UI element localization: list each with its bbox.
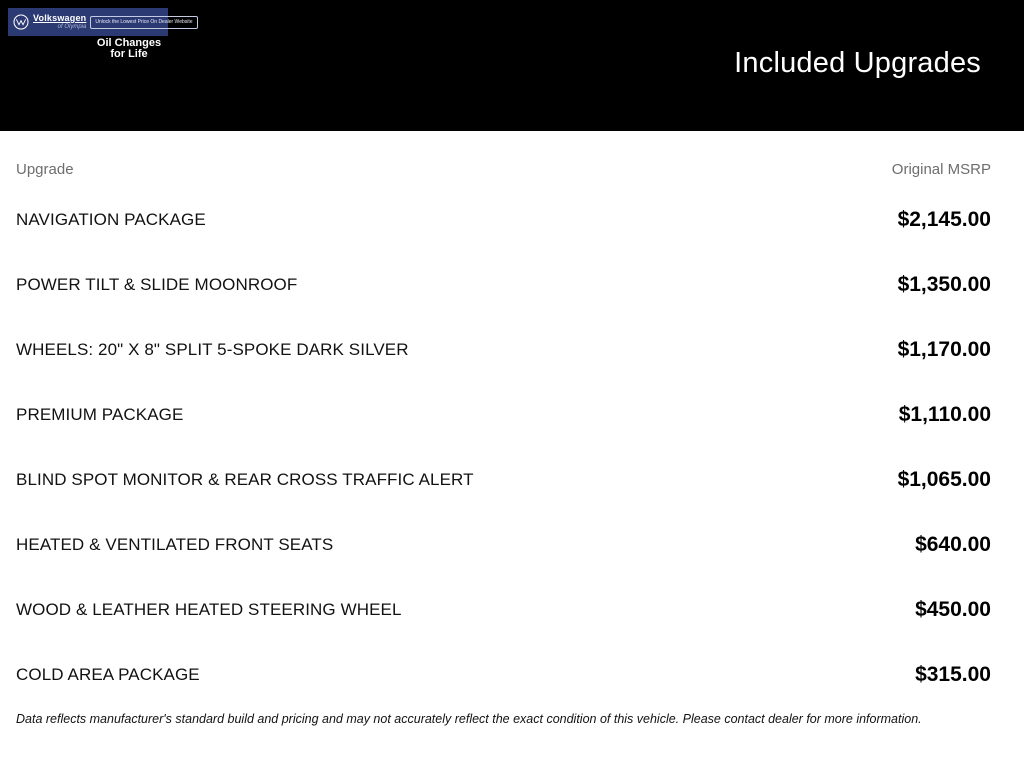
upgrade-label: WOOD & LEATHER HEATED STEERING WHEEL: [16, 599, 402, 619]
upgrade-label: PREMIUM PACKAGE: [16, 404, 184, 424]
tagline-line-1: Oil Changes: [96, 37, 162, 49]
table-row: [16, 187, 991, 252]
upgrade-price: $315.00: [915, 662, 991, 686]
brand-block: [33, 14, 86, 30]
upgrade-label: WHEELS: 20" X 8" SPLIT 5-SPOKE DARK SILVER: [16, 339, 409, 359]
dealer-logo-banner: [8, 8, 193, 36]
brand-name: Volkswagen: [33, 13, 87, 23]
upgrade-price: $1,350.00: [897, 272, 991, 296]
vw-roundel-icon: [13, 14, 29, 30]
table-row: [16, 577, 991, 642]
upgrade-price: $1,110.00: [898, 402, 991, 426]
upgrade-price: $640.00: [915, 532, 991, 556]
header: [0, 0, 1024, 131]
table-header-row: [16, 131, 991, 178]
upgrade-label: POWER TILT & SLIDE MOONROOF: [16, 274, 298, 294]
table-row: [16, 382, 991, 447]
upgrade-price: $2,145.00: [897, 207, 991, 231]
table-row: [16, 252, 991, 317]
upgrade-label: BLIND SPOT MONITOR & REAR CROSS TRAFFIC ALERT: [16, 469, 474, 489]
dealer-logo[interactable]: [8, 8, 193, 60]
upgrade-label: HEATED & VENTILATED FRONT SEATS: [16, 534, 334, 554]
column-header-original-msrp: Original MSRP: [891, 161, 991, 178]
unlock-price-button[interactable]: Unlock the Lowest Price On Dealer Website: [90, 16, 197, 29]
table-row: [16, 447, 991, 512]
upgrade-label: NAVIGATION PACKAGE: [16, 209, 206, 229]
table-row: [16, 642, 991, 707]
upgrade-price: $450.00: [915, 597, 991, 621]
tagline-line-2: for Life: [110, 48, 148, 60]
column-header-upgrade: Upgrade: [16, 161, 74, 178]
upgrade-price: $1,065.00: [897, 467, 991, 491]
disclaimer-text: Data reflects manufacturer's standard build and pricing and may not accurately reflect the exact condition of this vehicle. Please contact dealer for more information.: [16, 712, 922, 726]
table-row: [16, 512, 991, 577]
brand-sub: of Olympia: [57, 24, 87, 30]
table-body: [16, 187, 991, 707]
upgrades-table: [0, 131, 1024, 726]
page-title: Included Upgrades: [734, 47, 981, 79]
table-row: [16, 317, 991, 382]
upgrade-price: $1,170.00: [897, 337, 991, 361]
oil-changes-tagline: [90, 38, 168, 60]
upgrade-label: COLD AREA PACKAGE: [16, 664, 200, 684]
